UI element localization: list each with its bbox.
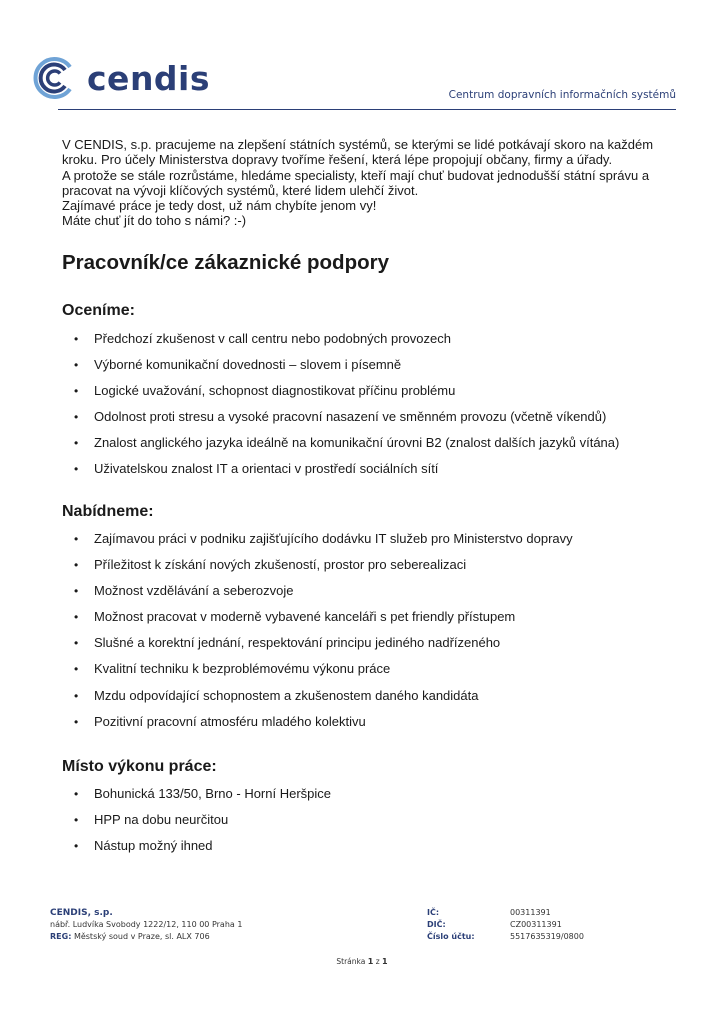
list-item: • Odolnost proti stresu a vysoké pracovní nasazení ve směnném provozu (včetně víkendů): [62, 404, 702, 430]
list-item: • Logické uvažování, schopnost diagnostikovat příčinu problému: [62, 378, 702, 404]
header-divider: [58, 109, 676, 110]
footer-company: [50, 907, 242, 943]
list-item: • Slušné a korektní jednání, respektování principu jediného nadřízeného: [62, 630, 702, 656]
logo-wordmark: cendis: [87, 58, 211, 98]
job-title: Pracovník/ce zákaznické podpory: [62, 251, 389, 274]
list-item: • Předchozí zkušenost v call centru nebo podobných provozech: [62, 326, 702, 352]
list-item: • Znalost anglického jazyka ideálně na komunikační úrovni B2 (znalost dalších jazyků vítána): [62, 430, 702, 456]
footer-value: 00311391: [510, 908, 551, 917]
list-item: • Možnost pracovat v moderně vybavené kanceláři s pet friendly přístupem: [62, 604, 702, 630]
intro-paragraph: V CENDIS, s.p. pracujeme na zlepšení státních systémů, se kterými se lidé potkávají skoro na každém kroku. Pro účely Ministerstva dopravy tvoříme řešení, která lépe propojují občany, firmy a úřady.: [62, 137, 654, 168]
list-item: • Příležitost k získání nových zkušeností, prostor pro seberealizaci: [62, 552, 702, 578]
footer-register-label: REG:: [50, 932, 72, 941]
footer-id-values: [510, 907, 584, 943]
list-item: • Nástup možný ihned: [62, 833, 702, 859]
intro-paragraph: Máte chuť jít do toho s námi? :-): [62, 213, 247, 229]
intro-paragraph: A protože se stále rozrůstáme, hledáme specialisty, kteří mají chuť budovat jednodušší státní správu a pracovat na vývoji klíčových systémů, které lidem ulehčí život.: [62, 167, 650, 198]
intro-text: [62, 137, 682, 229]
list-item: • Uživatelskou znalost IT a orientaci v prostředí sociálních sítí: [62, 456, 702, 482]
footer-company-name: CENDIS, s.p.: [50, 908, 113, 918]
list-item: • HPP na dobu neurčitou: [62, 807, 702, 833]
page-separator: z: [375, 957, 380, 966]
section-heading-offer: Nabídneme:: [62, 503, 154, 520]
page-number: [0, 957, 724, 966]
footer-label: IČ:: [427, 908, 440, 917]
footer-value: CZ00311391: [510, 920, 562, 929]
list-item: • Pozitivní pracovní atmosféru mladého kolektivu: [62, 709, 702, 735]
page-current: 1: [367, 957, 374, 966]
footer-id-labels: [427, 907, 475, 943]
section-heading-appreciate: Oceníme:: [62, 302, 135, 319]
list-item: • Zajímavou práci v podniku zajišťujícího dodávku IT služeb pro Ministerstvo dopravy: [62, 526, 702, 552]
footer-value: 5517635319/0800: [510, 932, 584, 941]
list-item: • Možnost vzdělávání a seberozvoje: [62, 578, 702, 604]
footer-register: [50, 931, 242, 943]
page-label: Stránka: [336, 957, 366, 966]
location-list: [62, 781, 702, 859]
footer-address: nábř. Ludvíka Svobody 1222/12, 110 00 Praha 1: [50, 920, 243, 929]
footer-register-value: Městský soud v Praze, sl. ALX 706: [73, 932, 210, 941]
cendis-logo-icon: [30, 55, 78, 101]
intro-paragraph: Zajímavé práce je tedy dost, už nám chybíte jenom vy!: [62, 198, 377, 214]
list-item: • Výborné komunikační dovednosti – slovem i písemně: [62, 352, 702, 378]
section-heading-location: Místo výkonu práce:: [62, 758, 217, 775]
list-item: • Mzdu odpovídající schopnostem a zkušenostem daného kandidáta: [62, 683, 702, 709]
offer-list: [62, 526, 702, 735]
footer-label: Číslo účtu:: [427, 932, 475, 941]
header-tagline: Centrum dopravních informačních systémů: [448, 89, 676, 101]
list-item: • Bohunická 133/50, Brno - Horní Heršpice: [62, 781, 702, 807]
list-item: • Kvalitní techniku k bezproblémovému výkonu práce: [62, 656, 702, 682]
page-total: 1: [382, 957, 388, 966]
footer-label: DIČ:: [427, 920, 446, 929]
appreciate-list: [62, 326, 702, 483]
cendis-logo: [30, 55, 210, 101]
